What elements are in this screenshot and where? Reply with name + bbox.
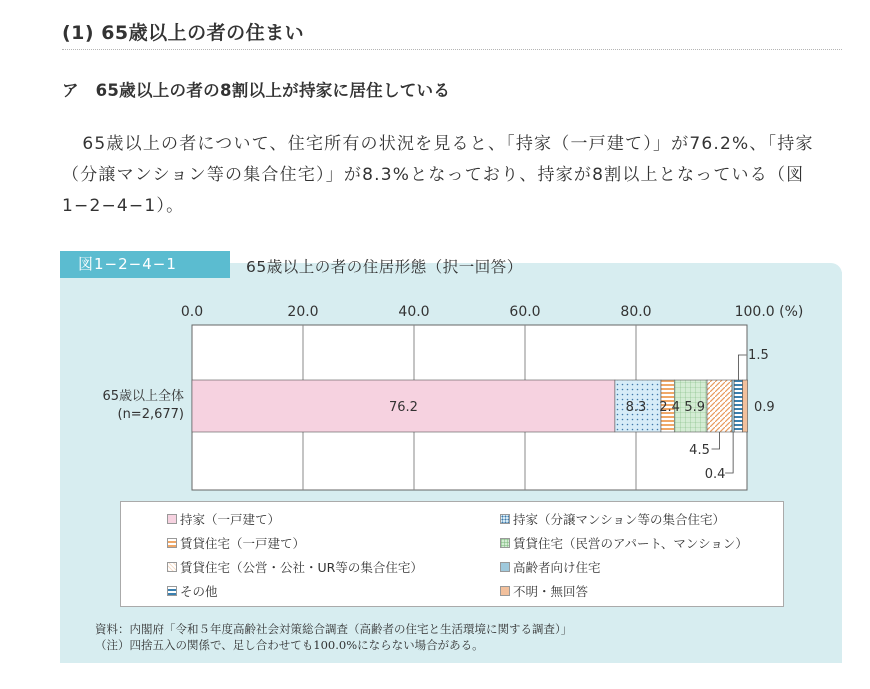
legend-swatch bbox=[500, 562, 510, 572]
legend-label: 不明・無回答 bbox=[513, 584, 589, 599]
category-label: 65歳以上全体 bbox=[102, 389, 184, 404]
data-label: 5.9 bbox=[684, 400, 706, 415]
category-label: (n=2,677) bbox=[117, 407, 184, 422]
stacked-bar-chart bbox=[60, 272, 842, 502]
data-label: 4.5 bbox=[689, 443, 710, 458]
legend-swatch bbox=[167, 538, 177, 548]
legend-label: 賃貸住宅（公営・公社・UR等の集合住宅） bbox=[180, 560, 423, 575]
legend-label: その他 bbox=[180, 584, 218, 599]
x-tick-label: 100.0 (%) bbox=[734, 304, 804, 320]
legend-swatch bbox=[167, 586, 177, 596]
legend-item bbox=[500, 534, 748, 552]
legend-label: 賃貸住宅（民営のアパート、マンション） bbox=[513, 536, 748, 551]
data-label: 2.4 bbox=[659, 400, 680, 415]
footnote: （注）四捨五入の関係で、足し合わせても100.0%にならない場合がある。 bbox=[95, 638, 484, 652]
x-tick-label: 20.0 bbox=[287, 304, 319, 320]
legend-item bbox=[500, 582, 588, 600]
sub-heading: ア 65歳以上の者の8割以上が持家に居住している bbox=[62, 81, 451, 100]
legend-swatch bbox=[500, 538, 510, 548]
legend-swatch bbox=[167, 562, 177, 572]
figure-title: 65歳以上の者の住居形態（択一回答） bbox=[246, 258, 523, 276]
legend-swatch bbox=[167, 514, 177, 524]
legend-item bbox=[500, 558, 601, 576]
data-label: 76.2 bbox=[388, 400, 418, 415]
bar-segment bbox=[743, 380, 748, 432]
section-heading: (1) 65歳以上の者の住まい bbox=[62, 22, 305, 44]
body-text: 65歳以上の者について、住宅所有の状況を見ると、「持家（一戸建て）」が76.2%、「持家（分譲マンション等の集合住宅）」が8.3%となっており、持家が8割以上となっている（図1−2−4−1）。 bbox=[62, 134, 814, 216]
legend-item bbox=[167, 510, 280, 528]
legend-label: 持家（分譲マンション等の集合住宅） bbox=[513, 512, 725, 527]
legend-label: 賃貸住宅（一戸建て） bbox=[180, 536, 306, 551]
bar-segment bbox=[734, 380, 742, 432]
bar-segment bbox=[707, 380, 732, 432]
data-label: 8.3 bbox=[625, 400, 647, 415]
figure-notes bbox=[95, 621, 572, 653]
x-tick-label: 80.0 bbox=[620, 304, 652, 320]
x-tick-label: 40.0 bbox=[398, 304, 430, 320]
legend-item bbox=[167, 534, 305, 552]
data-label: 0.4 bbox=[704, 467, 726, 482]
legend-label: 持家（一戸建て） bbox=[180, 512, 281, 527]
legend-item bbox=[167, 582, 218, 600]
legend-item bbox=[500, 510, 725, 528]
body-paragraph bbox=[62, 129, 837, 222]
legend-swatch bbox=[500, 514, 510, 524]
legend-item bbox=[167, 558, 423, 576]
source-note: 資料：内閣府「令和５年度高齢社会対策総合調査（高齢者の住宅と生活環境に関する調査）」 bbox=[95, 622, 573, 636]
x-tick-label: 0.0 bbox=[180, 304, 204, 320]
data-label: 0.9 bbox=[754, 400, 775, 415]
data-label: 1.5 bbox=[748, 348, 769, 363]
chart-legend bbox=[120, 501, 784, 607]
dotted-divider bbox=[62, 49, 842, 50]
legend-label: 高齢者向け住宅 bbox=[513, 560, 601, 575]
bar-segment bbox=[732, 380, 734, 432]
legend-swatch bbox=[500, 586, 510, 596]
figure-number: 図1−2−4−1 bbox=[60, 251, 230, 278]
x-tick-label: 60.0 bbox=[509, 304, 541, 320]
